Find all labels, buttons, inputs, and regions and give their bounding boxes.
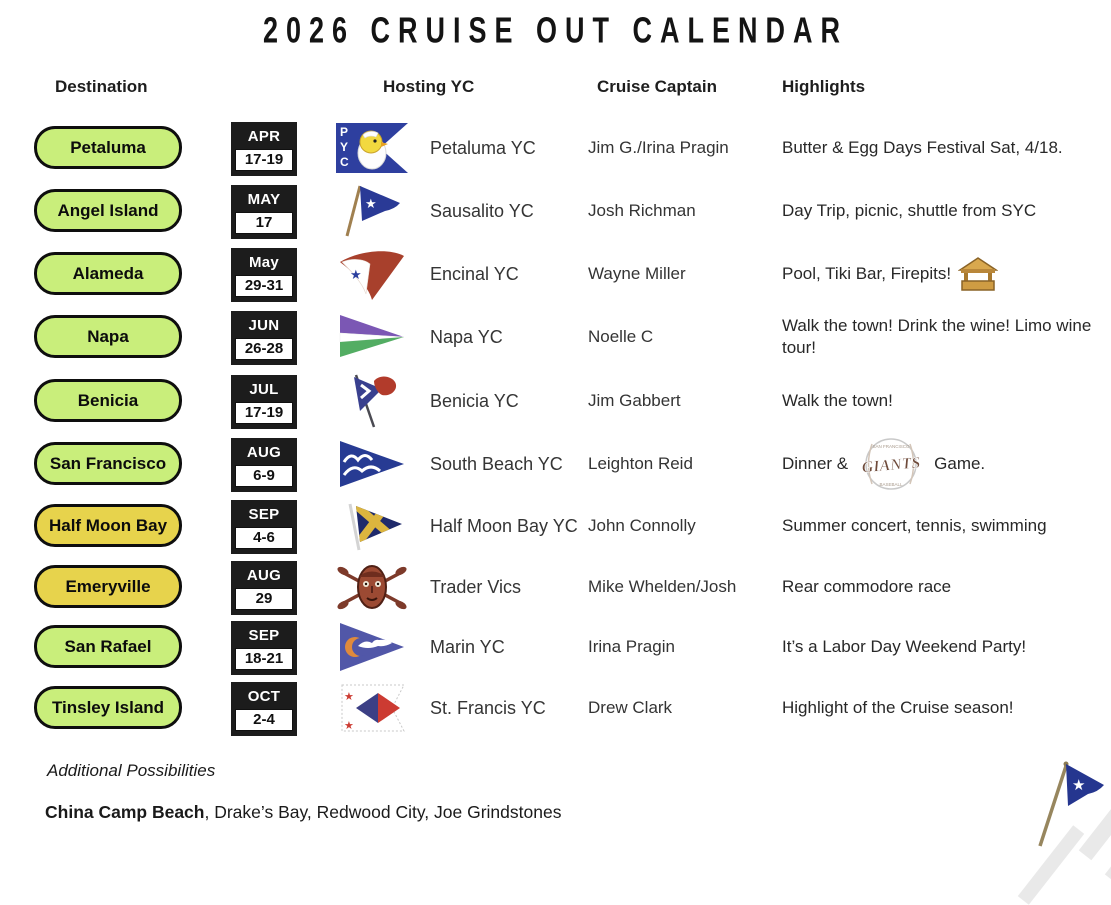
cruise-captain-name: Irina Pragin [588, 637, 675, 656]
date-days-label: 2-4 [235, 709, 293, 731]
column-header-highlights: Highlights [782, 77, 866, 96]
benicia-yc-burgee-icon [328, 370, 416, 432]
highlight-text-segment: Walk the town! Drink the wine! Limo wine tour! [782, 315, 1092, 357]
date-days-label: 18-21 [235, 648, 293, 670]
possibility-china-camp-beach: China Camp Beach [45, 802, 205, 822]
st-francis-yc-burgee-icon [328, 677, 416, 739]
date-month-label: APR [247, 128, 281, 145]
svg-text:★: ★ [344, 720, 354, 732]
hosting-yc-name: Encinal YC [430, 263, 519, 284]
date-days-label: 4-6 [235, 527, 293, 549]
destination-pill: Petaluma [34, 126, 182, 169]
calendar-row [0, 556, 1111, 618]
date-days-label: 17-19 [235, 402, 293, 424]
highlight-text [782, 243, 1106, 305]
calendar-row [0, 616, 1111, 678]
destination-pill: Emeryville [34, 565, 182, 608]
half-moon-bay-yc-burgee-icon [328, 495, 416, 557]
date-days-label: 6-9 [235, 465, 293, 487]
encinal-yc-burgee-icon [328, 243, 416, 305]
calendar-row [0, 180, 1111, 242]
marin-yc-burgee-icon [328, 616, 416, 678]
calendar-row [0, 433, 1111, 495]
date-days-label: 29-31 [235, 275, 293, 297]
calendar-row [0, 370, 1111, 432]
column-header-cruise-captain: Cruise Captain [597, 77, 717, 96]
svg-text:Y: Y [340, 140, 349, 154]
petaluma-yc-burgee-icon [328, 117, 416, 179]
svg-text:★: ★ [350, 267, 362, 282]
date-days-label: 17-19 [235, 149, 293, 171]
date-badge [231, 561, 297, 615]
svg-text:BASEBALL: BASEBALL [879, 482, 903, 487]
south-beach-yc-burgee-icon [328, 433, 416, 495]
cruise-captain-name: Drew Clark [588, 698, 673, 717]
calendar-row [0, 677, 1111, 739]
highlight-text [782, 433, 1106, 495]
calendar-row [0, 306, 1111, 368]
hosting-yc-name: Trader Vics [430, 576, 522, 597]
hosting-yc-name: St. Francis YC [430, 697, 546, 718]
highlight-text-segment: Summer concert, tennis, swimming [782, 515, 1047, 535]
highlight-text [782, 180, 1106, 242]
date-badge [231, 185, 297, 239]
cruise-captain-name: Wayne Miller [588, 264, 686, 283]
destination-pill: Napa [34, 315, 182, 358]
svg-text:SAN FRANCISCO: SAN FRANCISCO [872, 444, 910, 449]
date-badge [231, 621, 297, 675]
svg-text:★: ★ [1072, 777, 1086, 794]
highlight-text-segment: It’s a Labor Day Weekend Party! [782, 636, 1027, 656]
date-badge [231, 682, 297, 736]
date-month-label: SEP [248, 506, 280, 523]
svg-text:C: C [340, 155, 349, 169]
hosting-yc-name: South Beach YC [430, 453, 563, 474]
date-badge [231, 248, 297, 302]
date-month-label: JUN [248, 317, 280, 334]
hosting-yc-name: Petaluma YC [430, 137, 536, 158]
giants-logo-icon [855, 436, 927, 492]
column-header-hosting-yc: Hosting YC [383, 77, 475, 96]
cruise-captain-name: Leighton Reid [588, 454, 693, 473]
date-days-label: 29 [235, 588, 293, 610]
calendar-row [0, 117, 1111, 179]
highlight-text-segment: Day Trip, picnic, shuttle from SYC [782, 200, 1037, 220]
date-month-label: May [248, 254, 280, 271]
destination-pill: Alameda [34, 252, 182, 295]
hosting-yc-name: Half Moon Bay YC [430, 515, 578, 536]
hosting-yc-name: Marin YC [430, 636, 505, 657]
hosting-yc-name: Sausalito YC [430, 200, 534, 221]
additional-possibilities-list [45, 802, 561, 823]
cruise-captain-name: Noelle C [588, 327, 654, 346]
cruise-captain-name: Jim G./Irina Pragin [588, 138, 729, 157]
highlight-text-segment: Rear commodore race [782, 576, 952, 596]
highlight-text [782, 370, 1106, 432]
highlight-text-segment: Walk the town! [782, 390, 893, 410]
destination-pill: Angel Island [34, 189, 182, 232]
destination-pill: San Francisco [34, 442, 182, 485]
highlight-text-segment: Highlight of the Cruise season! [782, 697, 1014, 717]
highlight-text [782, 677, 1106, 739]
cruise-captain-name: Mike Whelden/Josh [588, 577, 737, 596]
sausalito-burgee-flag-icon [1012, 748, 1111, 852]
date-days-label: 26-28 [235, 338, 293, 360]
date-badge [231, 311, 297, 365]
svg-text:★: ★ [344, 691, 354, 703]
column-header-destination: Destination [55, 77, 148, 96]
trader-vics-tiki-icon [328, 556, 416, 618]
highlight-text [782, 495, 1106, 557]
additional-possibilities-label: Additional Possibilities [47, 761, 216, 780]
possibility-other-items: , Drake’s Bay, Redwood City, Joe Grindstones [204, 802, 562, 822]
cruise-captain-name: Jim Gabbert [588, 391, 681, 410]
hosting-yc-name: Benicia YC [430, 390, 519, 411]
date-badge [231, 438, 297, 492]
highlight-text-segment: Butter & Egg Days Festival Sat, 4/18. [782, 137, 1063, 157]
date-month-label: OCT [247, 688, 281, 705]
date-month-label: JUL [249, 381, 279, 398]
destination-pill: Tinsley Island [34, 686, 182, 729]
highlight-text-segment: Pool, Tiki Bar, Firepits! [782, 263, 952, 283]
tiki-hut-icon [958, 255, 998, 293]
svg-text:GIANTS: GIANTS [861, 454, 922, 477]
highlight-text [782, 556, 1106, 618]
sausalito-yc-burgee-icon [328, 180, 416, 242]
highlight-text [782, 616, 1106, 678]
highlight-text [782, 117, 1106, 179]
date-month-label: AUG [246, 567, 282, 584]
napa-yc-burgee-icon [328, 306, 416, 368]
date-days-label: 17 [235, 212, 293, 234]
calendar-row [0, 243, 1111, 305]
date-badge [231, 500, 297, 554]
destination-pill: Half Moon Bay [34, 504, 182, 547]
cruise-captain-name: Josh Richman [588, 201, 696, 220]
hosting-yc-name: Napa YC [430, 326, 503, 347]
svg-text:★: ★ [365, 196, 377, 211]
date-month-label: SEP [248, 627, 280, 644]
svg-text:P: P [340, 125, 349, 139]
highlight-text-segment: Game. [934, 453, 986, 473]
page-title: 2026 CRUISE OUT CALENDAR [262, 10, 849, 51]
highlight-text-segment: Dinner & [782, 453, 849, 473]
highlight-text [782, 306, 1106, 368]
date-month-label: AUG [246, 444, 282, 461]
date-badge [231, 122, 297, 176]
cruise-captain-name: John Connolly [588, 516, 696, 535]
destination-pill: Benicia [34, 379, 182, 422]
date-month-label: MAY [247, 191, 281, 208]
date-badge [231, 375, 297, 429]
calendar-row [0, 495, 1111, 557]
destination-pill: San Rafael [34, 625, 182, 668]
